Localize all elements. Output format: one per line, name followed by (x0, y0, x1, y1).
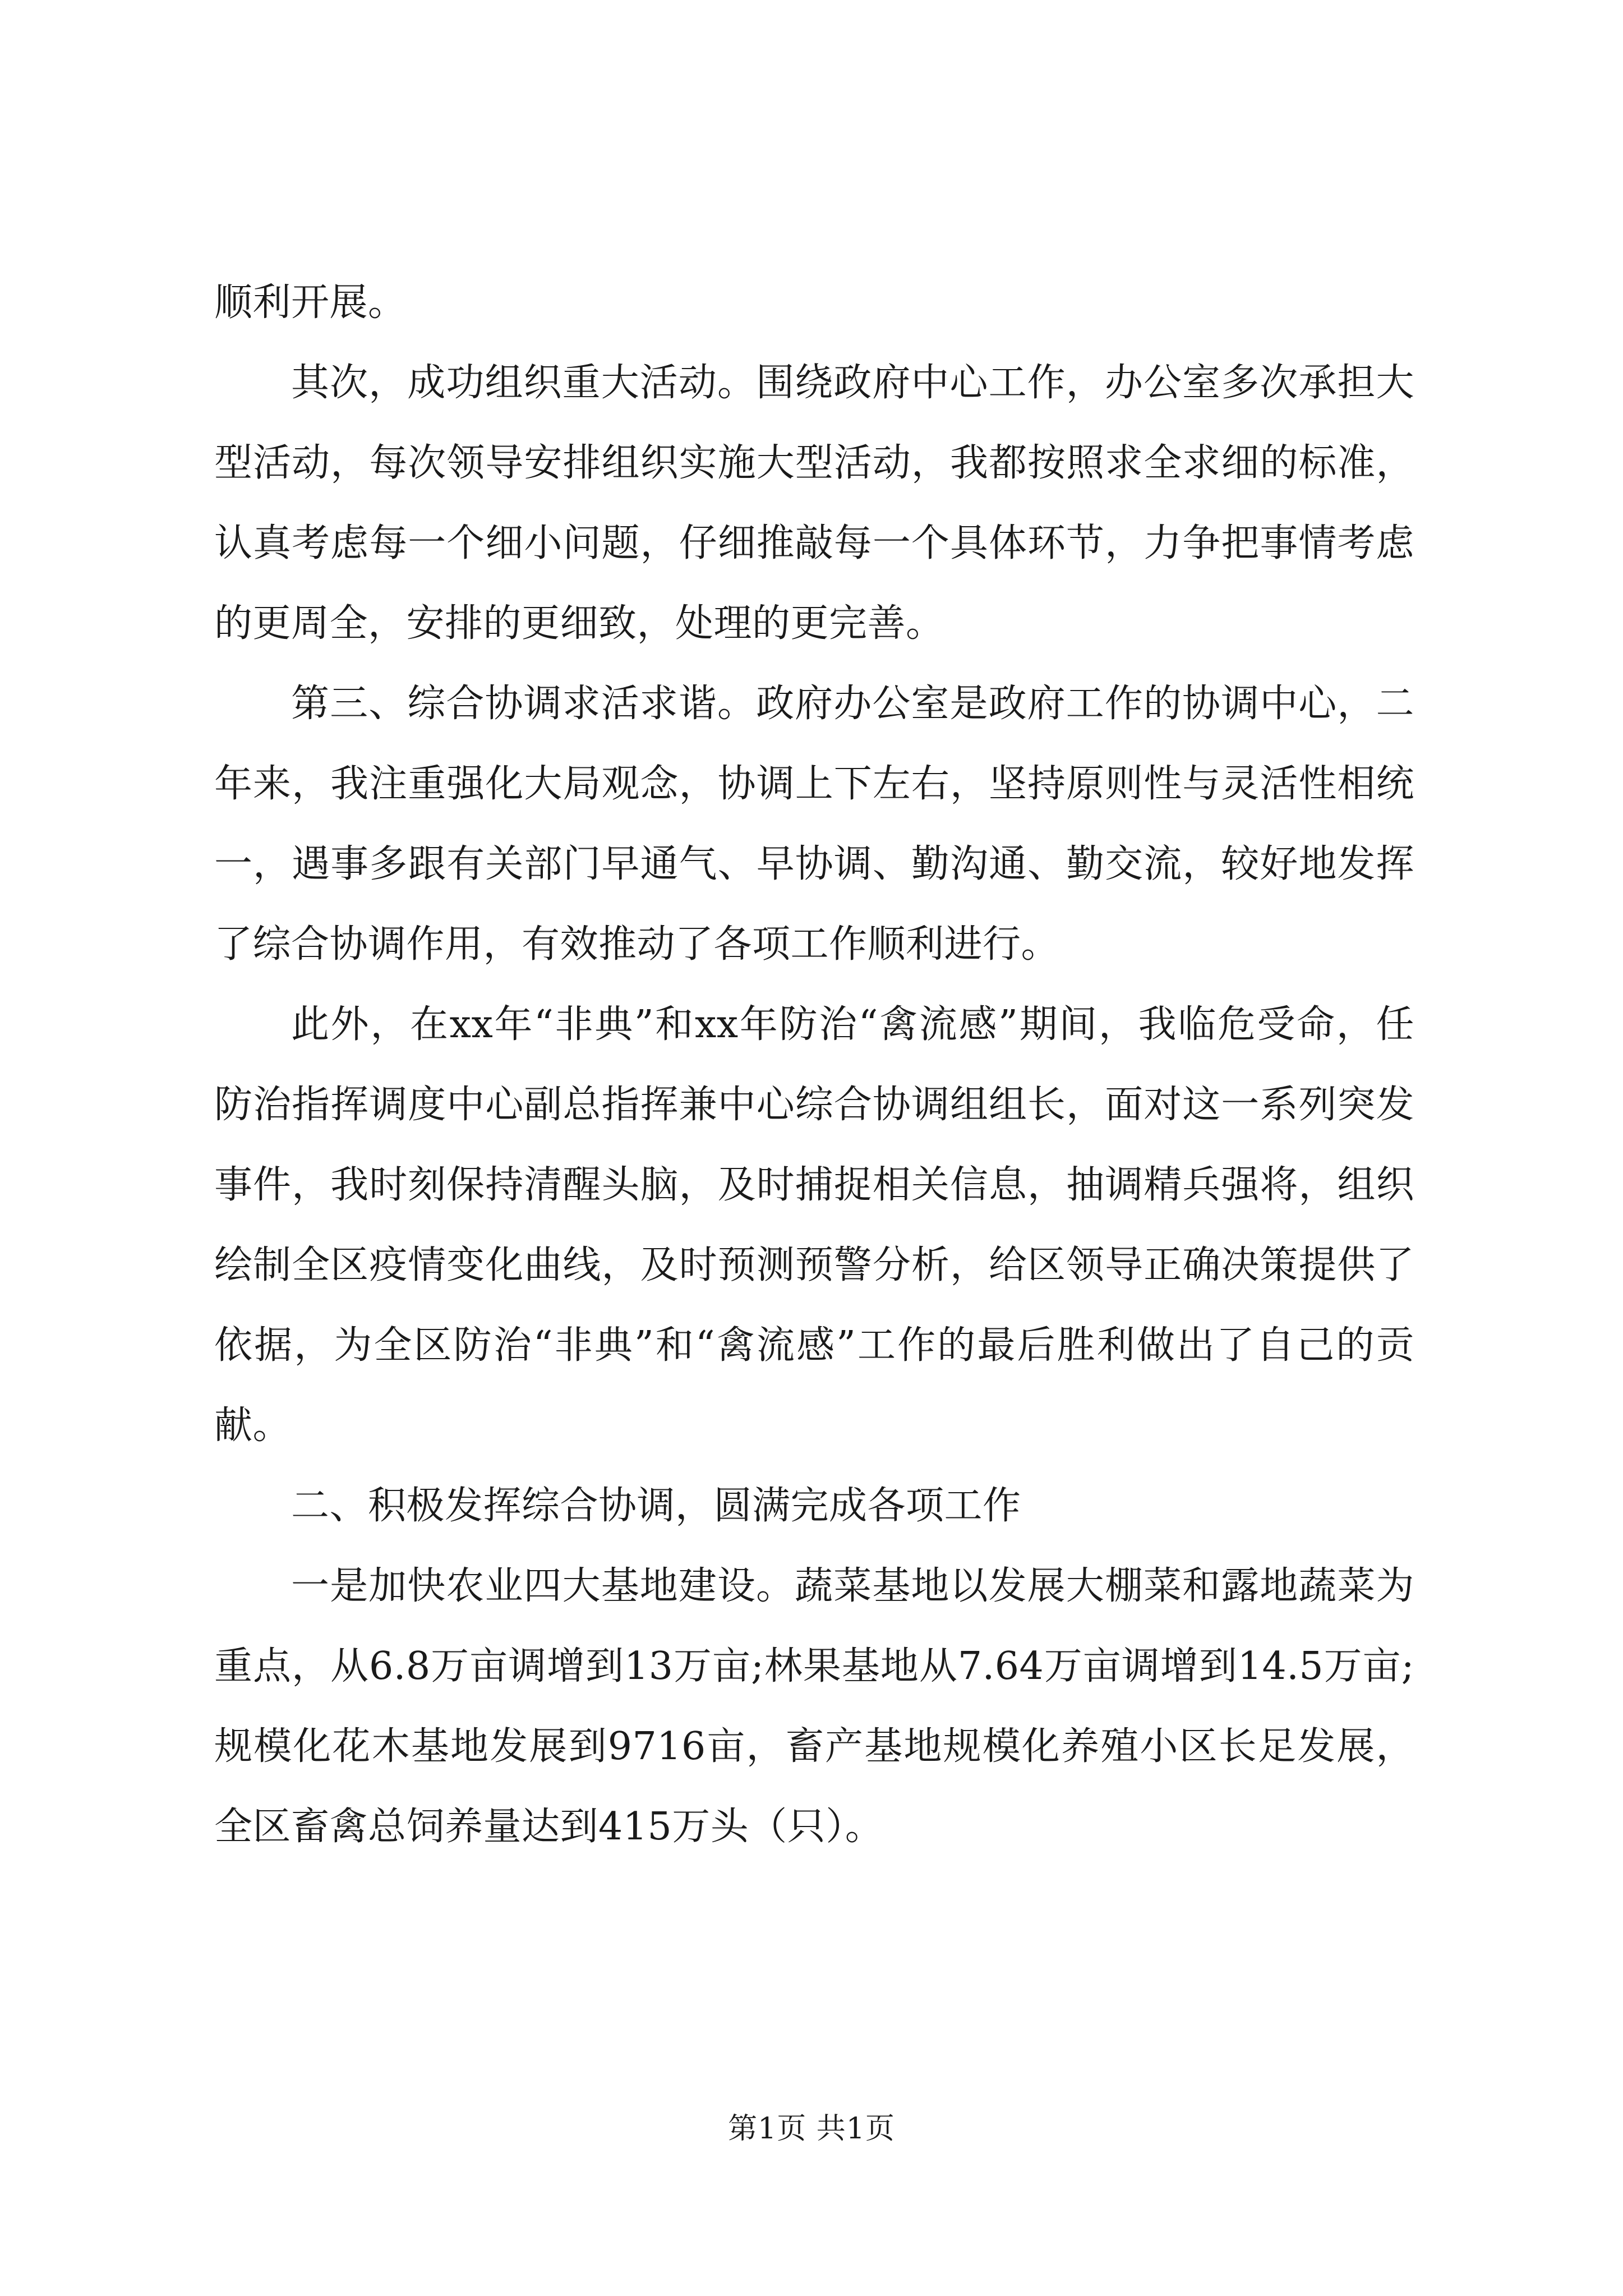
page-footer: 第1页 共1页 (728, 2112, 895, 2146)
paragraph-epidemic: 此外，在xx年“非典”和xx年防治“禽流感”期间，我临危受命，任防治指挥调度中心副总指挥兼中心综合协调组组长，面对这一系列突发事件，我时刻保持清醒头脑，及时捕捉相关信息，抽调精兵强将，组织绘制全区疫情变化曲线，及时预测预警分析，给区领导正确决策提供了依据，为全区防治“非典”和“禽流感”工作的最后胜利做出了自己的贡献。 (214, 1002, 1414, 1448)
paragraph-continuation: 顺利开展。 (214, 280, 407, 325)
section-heading: 二、积极发挥综合协调，圆满完成各项工作 (291, 1484, 1021, 1528)
paragraph-agriculture: 一是加快农业四大基地建设。蔬菜基地以发展大棚菜和露地蔬菜为重点，从6.8万亩调增到13万亩;林果基地从7.64万亩调增到14.5万亩;规模化花木基地发展到9716亩，畜产基地规模化养殖小区长足发展，全区畜禽总饲养量达到415万头（只）。 (214, 1564, 1414, 1849)
document-body (214, 263, 1414, 1867)
paragraph-major-events: 其次，成功组织重大活动。围绕政府中心工作，办公室多次承担大型活动，每次领导安排组织实施大型活动，我都按照求全求细的标准，认真考虑每一个细小问题，仔细推敲每一个具体环节，力争把事情考虑的更周全，安排的更细致，处理的更完善。 (214, 361, 1414, 646)
paragraph-coordination: 第三、综合协调求活求谐。政府办公室是政府工作的协调中心，二年来，我注重强化大局观念，协调上下左右，坚持原则性与灵活性相统一，遇事多跟有关部门早通气、早协调、勤沟通、勤交流，较好地发挥了综合协调作用，有效推动了各项工作顺利进行。 (214, 682, 1414, 967)
